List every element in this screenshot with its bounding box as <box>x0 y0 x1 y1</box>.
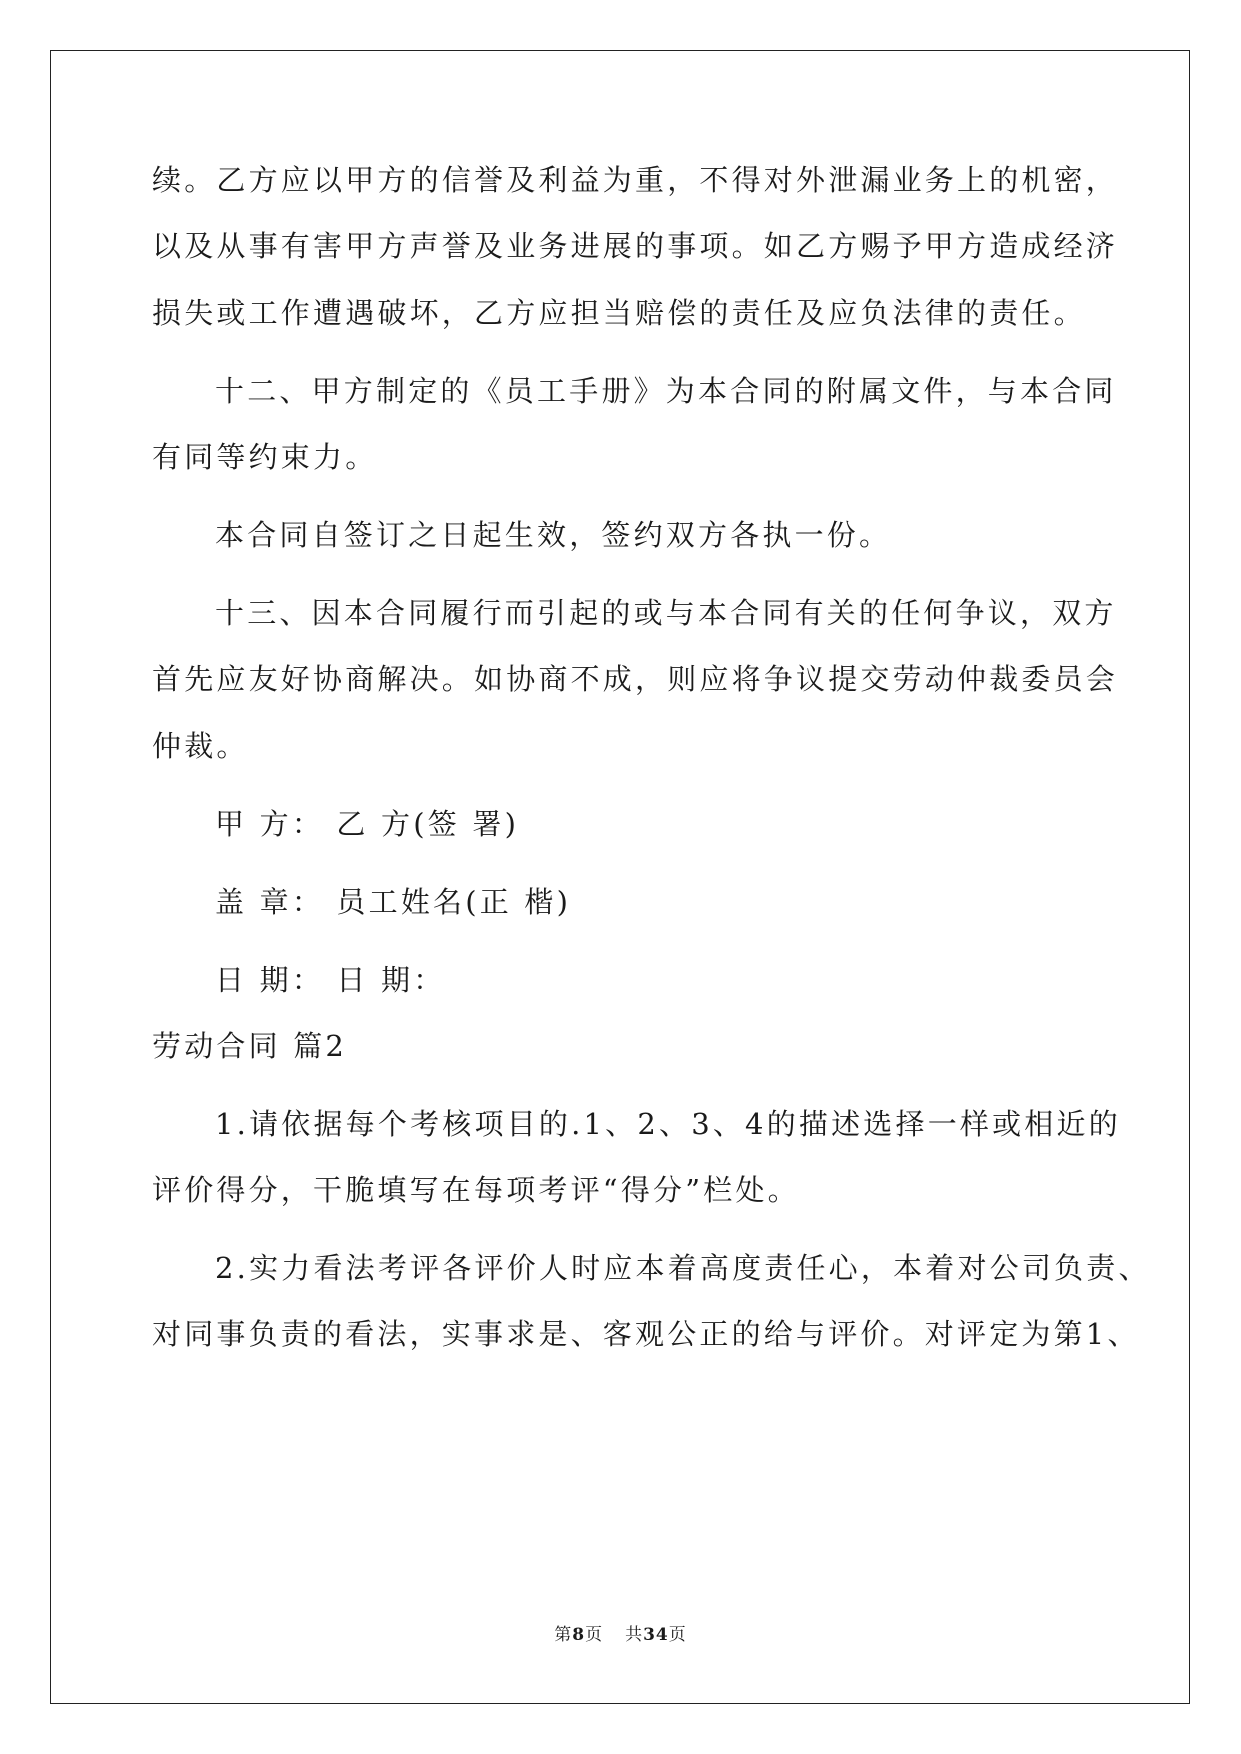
signature-party-line: 甲 方： 乙 方(签 署) <box>215 807 520 841</box>
page-current: 8 <box>572 1625 586 1645</box>
paragraph-start: 本合同自签订之日起生效，签约双方各执一份。 <box>215 518 892 552</box>
signature-date-line: 日 期： 日 期： <box>215 963 446 997</box>
signature-seal-line: 盖 章： 员工姓名(正 楷) <box>215 885 572 919</box>
page-footer <box>0 1620 1241 1645</box>
text-line: 续。乙方应以甲方的信誉及利益为重，不得对外泄漏业务上的机密， <box>152 163 1119 197</box>
text-line: 首先应友好协商解决。如协商不成，则应将争议提交劳动仲裁委员会 <box>152 662 1119 696</box>
paragraph-start: 十二、甲方制定的《员工手册》为本合同的附属文件，与本合同 <box>215 374 1117 408</box>
paragraph-start: 十三、因本合同履行而引起的或与本合同有关的任何争议，双方 <box>215 596 1117 630</box>
text-line: 仲裁。 <box>152 729 249 763</box>
total-suffix: 页 <box>668 1625 687 1645</box>
page-prefix: 第 <box>554 1625 573 1645</box>
text-line: 对同事负责的看法，实事求是、客观公正的给与评价。对评定为第1、 <box>152 1317 1140 1351</box>
section-heading: 劳动合同 篇2 <box>152 1029 348 1063</box>
text-line: 有同等约束力。 <box>152 440 378 474</box>
page-total: 34 <box>643 1625 669 1645</box>
paragraph-start: 2.实力看法考评各评价人时应本着高度责任心，本着对公司负责、 <box>215 1251 1151 1285</box>
text-line: 损失或工作遭遇破坏，乙方应担当赔偿的责任及应负法律的责任。 <box>152 296 1086 330</box>
total-prefix: 共 <box>625 1625 644 1645</box>
page-suffix: 页 <box>585 1625 604 1645</box>
text-line: 以及从事有害甲方声誉及业务进展的事项。如乙方赐予甲方造成经济 <box>152 229 1119 263</box>
text-line: 评价得分，干脆填写在每项考评“得分”栏处。 <box>152 1173 800 1207</box>
paragraph-start: 1.请依据每个考核项目的.1、2、3、4的描述选择一样或相近的 <box>215 1107 1121 1141</box>
